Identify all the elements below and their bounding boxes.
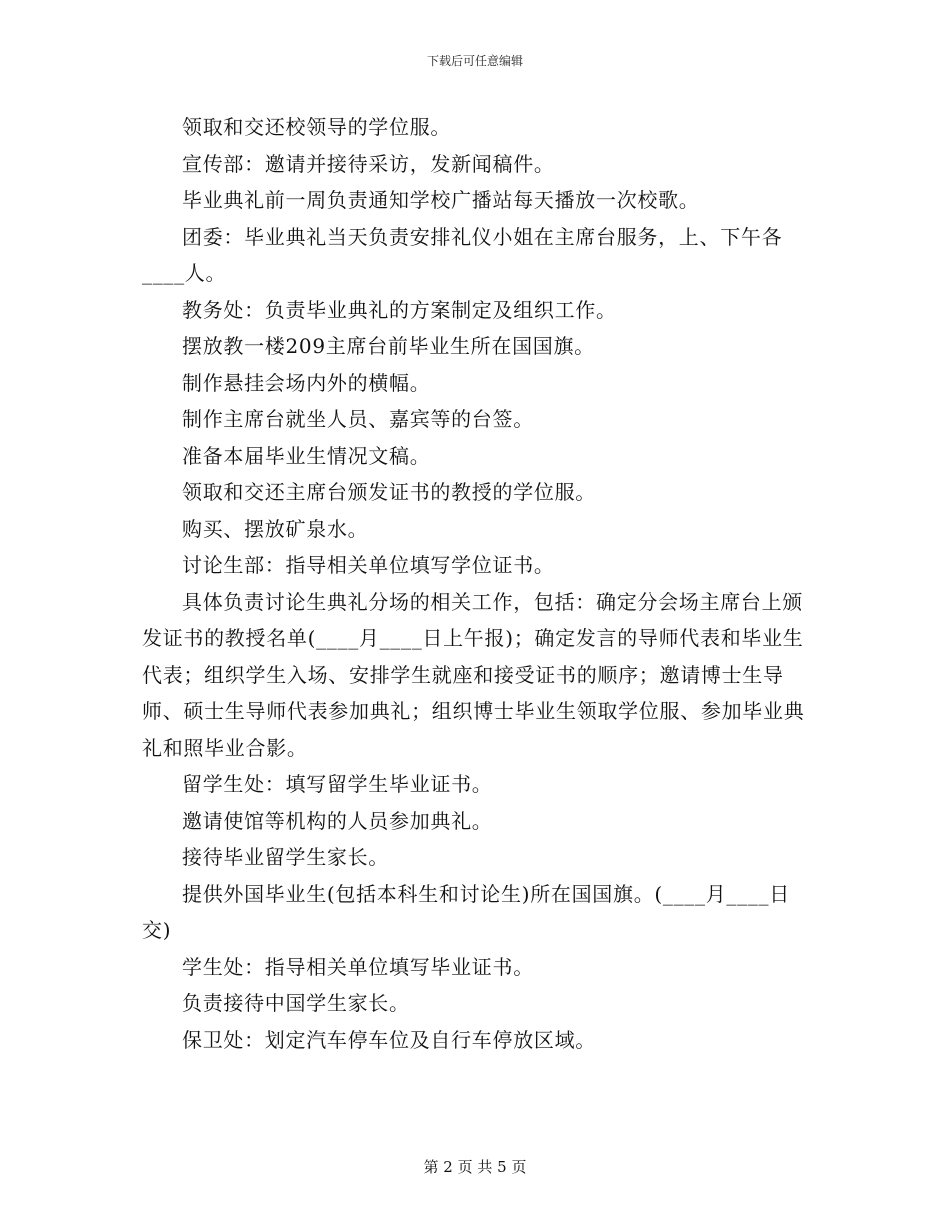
paragraph-7: 制作悬挂会场内外的横幅。 [182, 370, 431, 395]
paragraph-1: 领取和交还校领导的学位服。 [182, 115, 452, 139]
paragraph-18: 学生处：指导相关单位填写毕业证书。 [182, 954, 534, 979]
paragraph-2: 宣传部：邀请并接待采访，发新闻稿件。 [182, 151, 555, 176]
paragraph-12: 讨论生部：指导相关单位填写学位证书。 [182, 553, 555, 577]
page-header: 下载后可任意编辑 [426, 54, 523, 68]
paragraph-11: 购买、摆放矿泉水。 [182, 516, 369, 541]
document-body [142, 109, 808, 1058]
page-footer: 第 2 页 共 5 页 [423, 1158, 527, 1176]
paragraph-4: 团委：毕业典礼当天负责安排礼仪小姐在主席台服务，上、下午各____人。 [142, 224, 783, 285]
paragraph-13: 具体负责讨论生典礼分场的相关工作，包括：确定分会场主席台上颁发证书的教授名单(____月____日上午报)；确定发言的导师代表和毕业生代表；组织学生入场、安排学生就座和接受证书的顺序；邀请博士生导师、硕士生导师代表参加典礼；组织博士毕业生领取学位服、参加毕业典礼和照毕业合影。 [142, 589, 805, 760]
paragraph-5: 教务处：负责毕业典礼的方案制定及组织工作。 [182, 297, 617, 322]
paragraph-17: 提供外国毕业生(包括本科生和讨论生)所在国国旗。(____月____日交) [142, 881, 790, 942]
paragraph-6: 摆放教一楼209主席台前毕业生所在国国旗。 [182, 334, 595, 358]
paragraph-14: 留学生处：填写留学生毕业证书。 [182, 772, 493, 796]
paragraph-20: 保卫处：划定汽车停车位及自行车停放区域。 [182, 1027, 596, 1052]
paragraph-3: 毕业典礼前一周负责通知学校广播站每天播放一次校歌。 [182, 188, 700, 212]
paragraph-16: 接待毕业留学生家长。 [182, 845, 389, 869]
paragraph-10: 领取和交还主席台颁发证书的教授的学位服。 [182, 480, 596, 504]
paragraph-8: 制作主席台就坐人员、嘉宾等的台签。 [182, 407, 534, 431]
paragraph-19: 负责接待中国学生家长。 [182, 991, 410, 1015]
paragraph-15: 邀请使馆等机构的人员参加典礼。 [182, 808, 493, 833]
paragraph-9: 准备本届毕业生情况文稿。 [182, 443, 431, 468]
